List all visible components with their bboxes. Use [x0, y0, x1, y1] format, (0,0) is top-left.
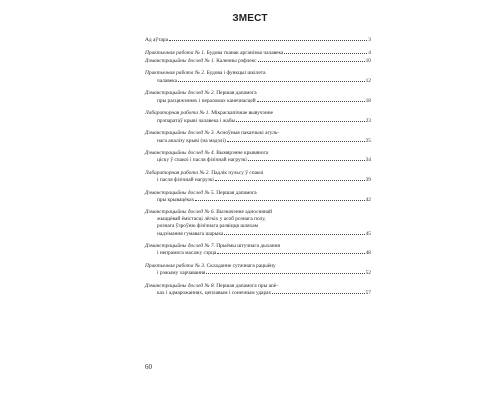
toc-entry-first-line: [145, 70, 371, 77]
toc-entry-label: Дэманстрацыйны дослед № 7.: [145, 242, 215, 249]
toc-entry-title-line: ціску ў спакоі і пасля фізічнай нагрузкі: [157, 157, 247, 164]
toc-entry-page: 57: [365, 290, 371, 297]
toc-entry-label: Дэманстрацыйны дослед № 3.: [145, 129, 215, 136]
dot-leader: [195, 196, 364, 201]
toc-entry: [145, 36, 371, 44]
toc-entry-title-line: Вымярэнне крывянога: [216, 149, 269, 156]
toc-entry-title-line: жыццёвай ёмістасці лёгкіх у асоб рознага полу,: [157, 216, 266, 223]
toc-entry-leader-row: [145, 289, 371, 297]
toc-entry-leader-row: [145, 117, 371, 125]
toc-entry-label: Дэманстрацыйны дослед № 8.: [145, 282, 215, 289]
dot-leader: [215, 176, 365, 181]
toc-entry: [145, 283, 371, 297]
toc-entry-page: 25: [365, 137, 371, 144]
dot-leader: [258, 57, 365, 62]
toc-entry-text: [145, 50, 283, 57]
toc-entry: [145, 263, 371, 277]
toc-entry-text: [145, 37, 168, 44]
toc-entry-label: Практычная работа № 1.: [145, 50, 206, 57]
toc-entry-title-line: нага аналізу крыві (на мадэлі): [157, 137, 226, 144]
toc-entry-title-line: Мікраскапічнае вывучэнне: [211, 109, 273, 116]
toc-entry-title-line: Ад аўтара: [145, 37, 168, 43]
toc-entry-label: Дэманстрацыйны дослед № 4.: [145, 149, 215, 156]
toc-entry-page: 34: [365, 157, 371, 164]
toc-entry-title-line: Прыёмы штучнага дыхання: [216, 242, 280, 249]
toc-entry-title-line: і рэжыму харчавання: [157, 270, 206, 277]
toc-entry-leader-row: [145, 230, 371, 238]
toc-entry-title-line: пры крывацёках: [157, 197, 195, 204]
toc-entry-page: 39: [365, 177, 371, 184]
toc-entry-first-line: [145, 283, 371, 290]
toc-entry-title-line: Першая дапамога: [216, 90, 257, 97]
toc-entry: [145, 190, 371, 204]
toc-entry-first-line: [145, 130, 371, 137]
page-title: ЗМЕСТ: [232, 13, 268, 24]
dot-leader: [248, 156, 365, 161]
dot-leader: [169, 36, 367, 41]
toc-entry-title-line: Першая дапамога: [216, 189, 257, 196]
toc-entry: [145, 90, 371, 104]
toc-entry-leader-row: [145, 97, 371, 105]
toc-entry-title-line: рознага ўзроўню фізічнага развіцця шляхам: [157, 222, 259, 229]
dot-leader: [206, 269, 364, 274]
dot-leader: [178, 77, 365, 82]
toc-entry-title-line: надзімання гумавага шарыка: [157, 230, 224, 237]
toc-entry-title-line: Будова і функцыі шкілета: [206, 70, 266, 77]
toc-entry-first-line: [145, 110, 371, 117]
toc-entry: [145, 150, 371, 164]
toc-entry-leader-row: [145, 36, 371, 44]
toc-entry-label: Дэманстрацыйны дослед № 5.: [145, 189, 215, 196]
toc-entry-title-line: і пасля фізічнай нагрузкі: [157, 177, 214, 184]
toc-entry-first-line: [145, 170, 371, 177]
toc-entry: [145, 70, 371, 84]
toc-entry-leader-row: [145, 156, 371, 164]
toc-entry-title-line: Асноўныя паказчыкі агуль-: [216, 129, 280, 136]
toc-entry-page: 52: [365, 270, 371, 277]
toc-entry-label: Дэманстрацыйны дослед № 1.: [145, 57, 215, 64]
toc-entry-title-line: Складанне сутачнага рацыёну: [206, 262, 276, 269]
toc-entry-text: [145, 58, 257, 65]
toc-entry: [145, 49, 371, 57]
toc-entry-leader-row: [145, 77, 371, 85]
toc-entry-label: Дэманстрацыйны дослед № 6.: [145, 209, 215, 216]
toc-entry-page: 45: [365, 230, 371, 237]
toc-entry-title-line: прэпаратаў крыві чалавека і жабы: [157, 117, 236, 124]
toc-entry: [145, 243, 371, 257]
toc-entry-label: Практычная работа № 2.: [145, 70, 206, 77]
toc-entry-title-line: Будова тканак арганізма чалавека: [206, 50, 284, 57]
toc-entry-title-line: Першая дапамога пры апё-: [216, 282, 278, 289]
toc-entry-title-line: пры расцяжэннях і пераломах канечнасцей: [157, 97, 256, 104]
dot-leader: [227, 137, 365, 142]
toc-entry-leader-row: [145, 269, 371, 277]
toc-entry: [145, 130, 371, 144]
toc-entry-title-line: і непрамога масажу сэрца: [157, 250, 217, 257]
toc-entry-page: 48: [365, 250, 371, 257]
dot-leader: [217, 249, 364, 254]
page-number: 60: [145, 363, 152, 371]
dot-leader: [257, 97, 365, 102]
toc-entry-page: 4: [368, 50, 371, 57]
toc-entry-first-line: [145, 90, 371, 97]
toc-entry-leader-row: [145, 49, 371, 57]
toc-entry-title-line: Каленны рэфлекс: [216, 57, 257, 64]
dot-leader: [284, 49, 367, 54]
toc-entry: [145, 57, 371, 65]
toc-entry-page: 12: [365, 77, 371, 84]
toc-entry-label: Дэманстрацыйны дослед № 2.: [145, 90, 215, 97]
toc-entry-title-line: чалавека: [157, 77, 178, 84]
toc-entry-label: Лабараторная работа № 2.: [145, 169, 210, 176]
toc-entry-first-line: [145, 263, 371, 270]
table-of-contents: [145, 36, 371, 297]
toc-entry-page: 42: [365, 197, 371, 204]
toc-entry-title-line: Вызначэнне адноснянай: [216, 209, 272, 216]
toc-entry-page: 10: [365, 57, 371, 64]
dot-leader: [224, 230, 364, 235]
toc-entry-leader-row: [145, 176, 371, 184]
toc-entry-first-line: [145, 150, 371, 157]
toc-entry-label: Практычная работа № 3.: [145, 262, 206, 269]
toc-entry-title-line: ках і адмарожаннях, цеплавым і сонечным ударах: [157, 290, 272, 297]
toc-entry: [145, 110, 371, 124]
toc-entry-page: 18: [365, 97, 371, 104]
toc-entry: [145, 209, 371, 237]
toc-entry-leader-row: [145, 249, 371, 257]
dot-leader: [272, 289, 364, 294]
toc-entry-page: 23: [365, 117, 371, 124]
toc-entry-title-line: Падлік пульсу ў спакоі: [211, 169, 264, 176]
toc-entry: [145, 170, 371, 184]
toc-entry-page: 3: [368, 37, 371, 43]
toc-entry-leader-row: [145, 196, 371, 204]
toc-entry-leader-row: [145, 57, 371, 65]
toc-entry-first-line: [145, 190, 371, 197]
toc-entry-first-line: [145, 243, 371, 250]
dot-leader: [236, 117, 364, 122]
toc-entry-label: Лабараторная работа № 1.: [145, 109, 210, 116]
toc-entry-leader-row: [145, 137, 371, 145]
